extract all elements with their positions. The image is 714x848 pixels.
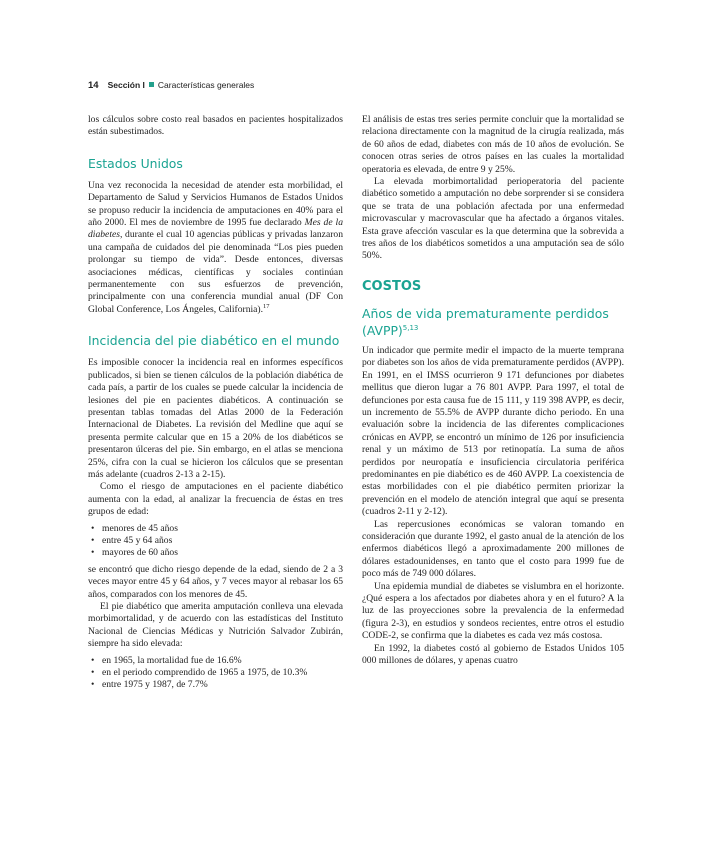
paragraph: El análisis de estas tres series permite concluir que la mortalidad se relaciona directamente con la magnitud de la cirugía realizada, más de 60 años de edad, diabetes con más de 10 años de evolución. Se conocen otras series de otros países en las cuales la mortalidad operatoria es elevada, de entre 9 y 25%. [362,114,624,175]
heading-avpp: Años de vida prematuramente perdidos (AVPP)$^{5,13}$ [362,305,609,338]
paragraph: El pie diabético que amerita amputación conlleva una elevada morbimortalidad, y de acuerdo con las estadísticas del Instituto Nacional de Ciencias Médicas y Nutrición Salvador Zubirán, siempre ha sido elevada: [88,601,343,650]
paragraph: Un indicador que permite medir el impacto de la muerte temprana por diabetes son los años de vida prematuramente perdidos (AVPP). En 1991, en el IMSS ocurrieron 9 171 defunciones por diabetes mellitus que dieron lugar a 76 801 AVPP. Para 1997, el total de defunciones por esta causa fue de 15 111, y 119 398 AVPP, es decir, un incremento de 55.5% de AVPP durante dicho periodo. En una evaluación sobre la incidencia de las diferentes complicaciones crónicas en AVPP, se encontró un mínimo de 126 por insuficiencia renal y un máximo de 513 por retinopatía. La suma de años perdidos por neuropatía e insuficiencia circulatoria periférica predominantes en pie diabético es de 460 AVPP. La coexistencia de estas morbilidades con el pie diabético permiten priorizar la prevención en el modelo de atención integral que aquí se presenta (cuadros 2-11 y 2-12). [362,344,624,518]
list-item: • entre 45 y 64 años [88,535,343,547]
page-number: 14 [88,80,99,91]
heading-costos: COSTOS [362,278,422,294]
running-header [88,80,648,94]
chapter-label: Características generales [157,80,255,90]
list-item: • en el periodo comprendido de 1965 a 1975, de 10.3% [88,667,343,679]
paragraph: los cálculos sobre costo real basados en pacientes hospitalizados están subestimados. [88,114,343,138]
paragraph: Como el riesgo de amputaciones en el paciente diabético aumenta con la edad, al analizar la frecuencia de éstas en tres grupos de edad: [88,481,343,518]
right-column [362,114,624,814]
paragraph: Una epidemia mundial de diabetes se vislumbra en el horizonte. ¿Qué espera a los afectados por diabetes ahora y en el futuro? A la luz de las proyecciones sobre la prevalencia de la enfermedad (figura 2-3), en estudios y sondeos recientes, entre otros el estudio CODE-2, se confirma que la diabetes es cada vez más costosa. [362,580,624,642]
list-item: • menores de 45 años [88,523,343,535]
paragraph: se encontró que dicho riesgo depende de la edad, siendo de 2 a 3 veces mayor entre 45 y 64 años, y 7 veces mayor al rebasar los 65 años, comparados con los menores de 45. [88,563,343,600]
paragraph: La elevada morbimortalidad perioperatoria del paciente diabético sometido a amputación no debe sorprender si se considera que se trata de una población afectada por una enfermedad microvascular y macrovascular que ha afectado a órganos vitales. Esta grave afección vascular es la que determina que la sobrevida a tres años de los diabéticos sometidos a una amputación sea de sólo 50%. [362,176,624,262]
paragraph: En 1992, la diabetes costó al gobierno de Estados Unidos 105 000 millones de dólares, y apenas cuatro [362,642,624,667]
list-item: • mayores de 60 años [88,547,343,559]
list-item: • en 1965, la mortalidad fue de 16.6% [88,655,343,667]
reference-superscript: 5,13 [402,323,419,332]
section-square-icon [149,82,154,87]
paragraph-estados-unidos: Una vez reconocida la necesidad de atender esta morbilidad, el Departamento de Salud y Servicios Humanos de Estados Unidos se propuso reducir la incidencia de amputaciones en 40% para el año 2000. El mes de noviembre de 1995 fue declarado Mes de la diabetes, durante el cual 10 agencias públicas y privadas lanzaron una campaña de cuidados del pie denominada “Los pies pueden prolongar su tiempo de vida”. Desde entonces, diversas asociaciones médicas, científicas y sociales continúan permanentemente con sus esfuerzos de prevención, principalmente con una conferencia mundial anual (DF Con Global Conference, Los Ángeles, California).$^{17}$ [88,179,343,315]
mortality-list [88,655,343,692]
reference-superscript: 17 [263,302,270,310]
section-label: Sección I [107,80,145,90]
heading-estados-unidos: Estados Unidos [88,155,183,171]
paragraph: Es imposible conocer la incidencia real en informes específicos publicados, si bien se tienen cálculos de la población diabética de cada país, a partir de los cuales se puede calcular la incidencia de lesiones del pie en pacientes diabéticos. A continuación se presentan tablas tomadas del Atlas 2000 de la Federación Internacional de Diabetes. La revisión del Medline que aquí se presenta permite calcular que en 15 a 20% de los diabéticos se presentaron úlceras del pie. Sin embargo, en el atlas se menciona 25%, cifra con la cual se hicieron los cálculos que se presentan más adelante (cuadros 2-13 a 2-15). [88,357,343,480]
left-column [88,114,343,814]
heading-incidencia: Incidencia del pie diabético en el mundo [88,333,340,349]
list-item: • entre 1975 y 1987, de 7.7% [88,679,343,691]
age-group-list [88,523,343,560]
paragraph: Las repercusiones económicas se valoran tomando en consideración que durante 1992, el gasto anual de la atención de los enfermos diabéticos llegó a aproximadamente 200 millones de dólares estadounidenses, en tanto que el costo para 1999 fue de poco más de 749 000 dólares. [362,518,624,580]
